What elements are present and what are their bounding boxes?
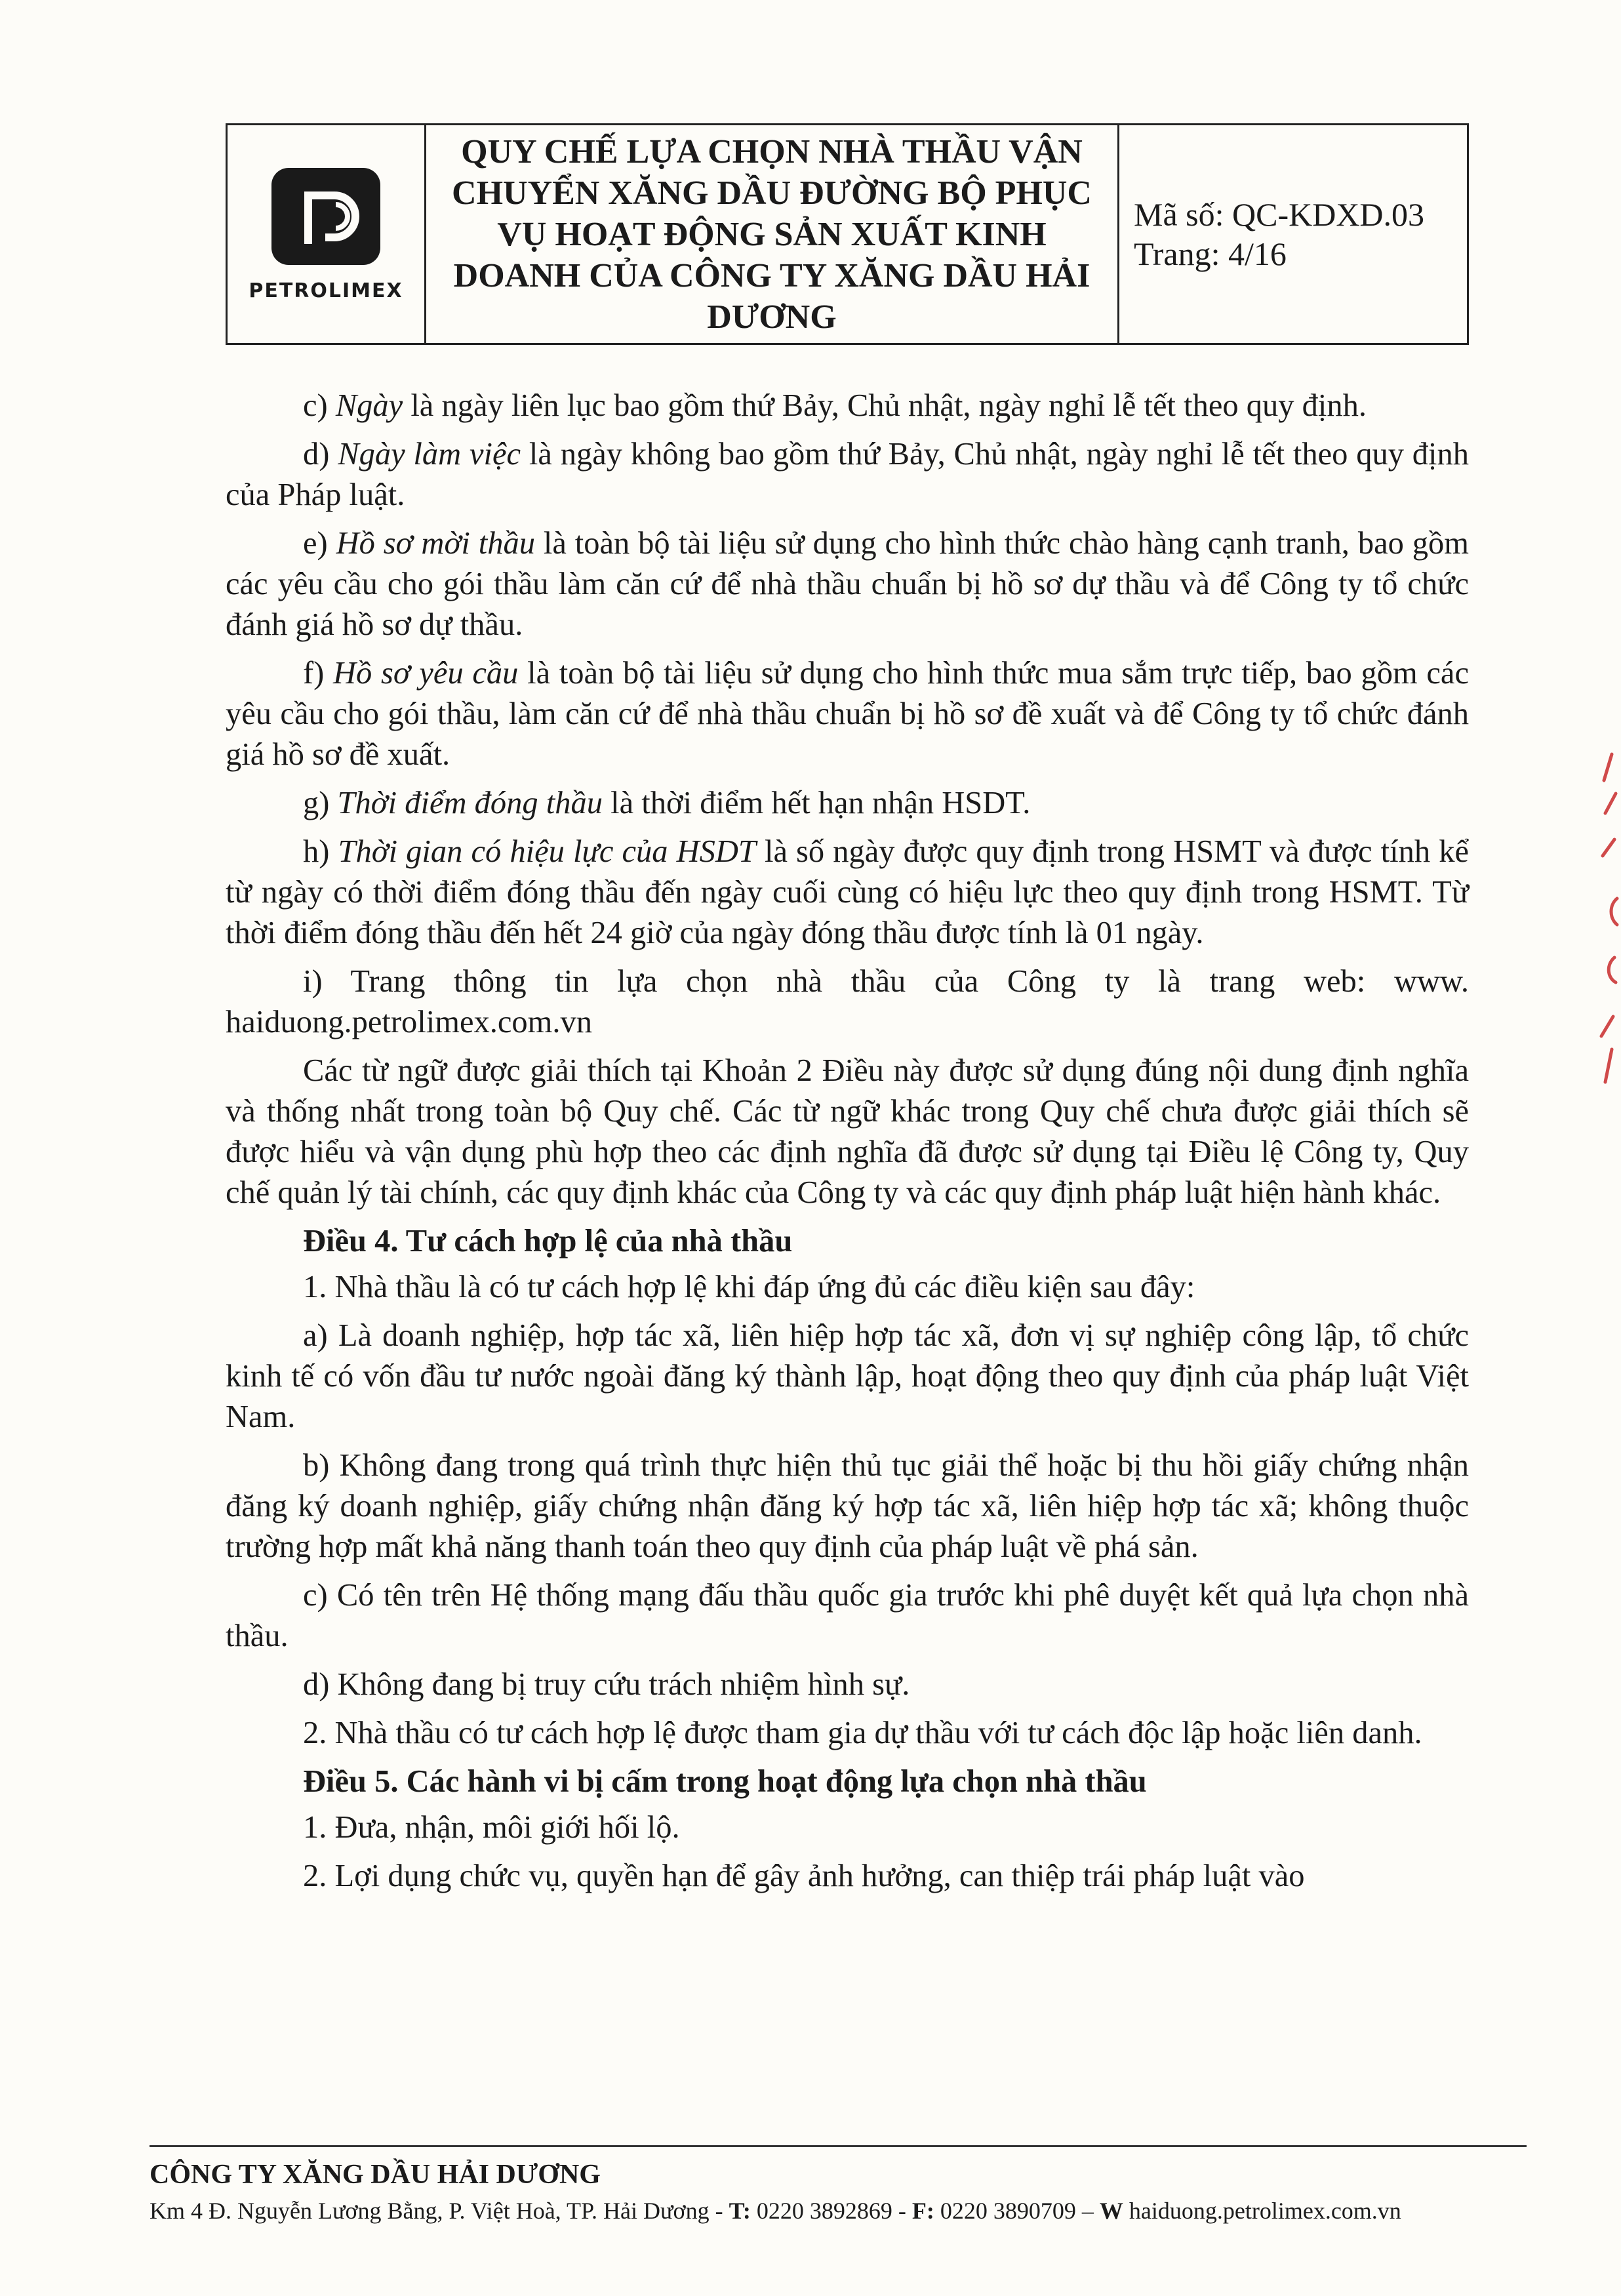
paragraph-e (226, 523, 1469, 645)
defined-term: Hồ sơ mời thầu (336, 526, 535, 561)
article-4-clause-1c: c) Có tên trên Hệ thống mạng đấu thầu quốc gia trước khi phê duyệt kết quả lựa chọn nhà thầu. (226, 1578, 1469, 1653)
code-cell (1119, 125, 1467, 343)
definition-text: là toàn bộ tài liệu sử dụng cho hình thức chào hàng cạnh tranh, bao gồm các yêu cầu cho gói thầu làm căn cứ để nhà thầu chuẩn bị hồ sơ dự thầu và để Công ty tổ chức đánh giá hồ sơ dự thầu. (226, 526, 1469, 642)
article-4-clause-1: 1. Nhà thầu là có tư cách hợp lệ khi đáp ứng đủ các điều kiện sau đây: (303, 1270, 1195, 1304)
web-value: haiduong.petrolimex.com.vn (1123, 2198, 1401, 2224)
article-4-clause-1d: d) Không đang bị truy cứu trách nhiệm hình sự. (303, 1667, 910, 1702)
defined-term: Thời điểm đóng thầu (337, 786, 603, 820)
logo-text: PETROLIMEX (249, 279, 403, 302)
defined-term: Ngày (335, 388, 403, 423)
definition-text: là ngày không bao gồm thứ Bảy, Chủ nhật, ngày nghỉ lễ tết theo quy định của Pháp luật. (226, 437, 1470, 512)
article-5-clause-2: 2. Lợi dụng chức vụ, quyền hạn để gây ảnh hưởng, can thiệp trái pháp luật vào (303, 1859, 1305, 1893)
title-cell (426, 125, 1119, 343)
item-label: d) (303, 437, 338, 472)
paragraph-i: i) Trang thông tin lựa chọn nhà thầu của Công ty là trang web: www. haiduong.petrolimex.com.vn (226, 964, 1469, 1039)
item-label: g) (303, 786, 338, 820)
definition-text: là toàn bộ tài liệu sử dụng cho hình thức mua sắm trực tiếp, bao gồm các yêu cầu cho gói thầu, làm căn cứ để nhà thầu chuẩn bị hồ sơ đề xuất và để Công ty tổ chức đánh giá hồ sơ đề xuất. (226, 656, 1469, 772)
definition-text: là số ngày được quy định trong HSMT và được tính kể từ ngày có thời điểm đóng thầu đến ngày cuối cùng có hiệu lực theo quy định trong HSMT. Từ thời điểm đóng thầu đến hết 24 giờ của ngày đóng thầu được tính là 01 ngày. (226, 834, 1469, 950)
red-stamp-edge-icon (1586, 741, 1621, 1095)
fax-value: 0220 3890709 – (934, 2198, 1100, 2224)
article-4-clause-1a: a) Là doanh nghiệp, hợp tác xã, liên hiệp hợp tác xã, đơn vị sự nghiệp công lập, tổ chức kinh tế có vốn đầu tư nước ngoài đăng ký thành lập, hoạt động theo quy định của pháp luật Việt Nam. (226, 1318, 1469, 1434)
item-label: e) (303, 526, 336, 561)
web-label: W (1099, 2198, 1123, 2224)
item-label: c) (303, 388, 336, 423)
paragraph-h (226, 832, 1469, 954)
definition-text: là ngày liên lục bao gồm thứ Bảy, Chủ nhật, ngày nghỉ lễ tết theo quy định. (403, 388, 1367, 423)
defined-term: Hồ sơ yêu cầu (333, 656, 519, 691)
document-header (226, 123, 1469, 345)
defined-term: Thời gian có hiệu lực của HSDT (338, 834, 756, 869)
item-label: f) (303, 656, 333, 691)
address-text: Km 4 Đ. Nguyễn Lương Bằng, P. Việt Hoà, TP. Hải Dương - (150, 2198, 729, 2224)
footer-divider (150, 2145, 1527, 2147)
paragraph-f (226, 653, 1469, 775)
article-5-clause-1: 1. Đưa, nhận, môi giới hối lộ. (303, 1810, 680, 1845)
page-number: Trang: 4/16 (1134, 235, 1287, 272)
paragraph-terms: Các từ ngữ được giải thích tại Khoản 2 Điều này được sử dụng đúng nội dung định nghĩa và thống nhất trong toàn bộ Quy chế. Các từ ngữ khác trong Quy chế chưa được giải thích sẽ được hiểu và vận dụng phù hợp theo các định nghĩa đã được sử dụng tại Điều lệ Công ty, Quy chế quản lý tài chính, các quy định khác của Công ty và các quy định pháp luật hiện hành khác. (226, 1053, 1469, 1210)
document-title: QUY CHẾ LỰA CHỌN NHÀ THẦU VẬN CHUYỂN XĂNG DẦU ĐƯỜNG BỘ PHỤC VỤ HOẠT ĐỘNG SẢN XUẤT KINH DOANH CỦA CÔNG TY XĂNG DẦU HẢI DƯƠNG (452, 132, 1092, 336)
fax-label: F: (911, 2198, 934, 2224)
paragraph-c (226, 386, 1469, 426)
paragraph-d (226, 434, 1469, 515)
document-code: Mã số: QC-KDXD.03 (1134, 196, 1425, 233)
footer-address (150, 2197, 1401, 2225)
petrolimex-logo-icon (270, 167, 382, 266)
document-body (226, 386, 1469, 1904)
tel-label: T: (729, 2198, 751, 2224)
article-4-heading: Điều 4. Tư cách hợp lệ của nhà thầu (303, 1224, 793, 1259)
definition-text: là thời điểm hết hạn nhận HSDT. (603, 786, 1031, 820)
defined-term: Ngày làm việc (338, 437, 521, 472)
tel-value: 0220 3892869 - (750, 2198, 912, 2224)
logo-cell (228, 125, 426, 343)
article-5-heading: Điều 5. Các hành vi bị cấm trong hoạt động lựa chọn nhà thầu (303, 1764, 1147, 1799)
article-4-clause-1b: b) Không đang trong quá trình thực hiện thủ tục giải thể hoặc bị thu hồi giấy chứng nhận đăng ký doanh nghiệp, giấy chứng nhận đăng ký hợp tác xã, liên hiệp hợp tác xã; không thuộc trường hợp mất khả năng thanh toán theo quy định của pháp luật về phá sản. (226, 1448, 1469, 1564)
article-4-clause-2: 2. Nhà thầu có tư cách hợp lệ được tham gia dự thầu với tư cách độc lập hoặc liên danh. (303, 1716, 1422, 1750)
item-label: h) (303, 834, 338, 869)
paragraph-g (226, 783, 1469, 824)
footer-company: CÔNG TY XĂNG DẦU HẢI DƯƠNG (150, 2160, 601, 2190)
